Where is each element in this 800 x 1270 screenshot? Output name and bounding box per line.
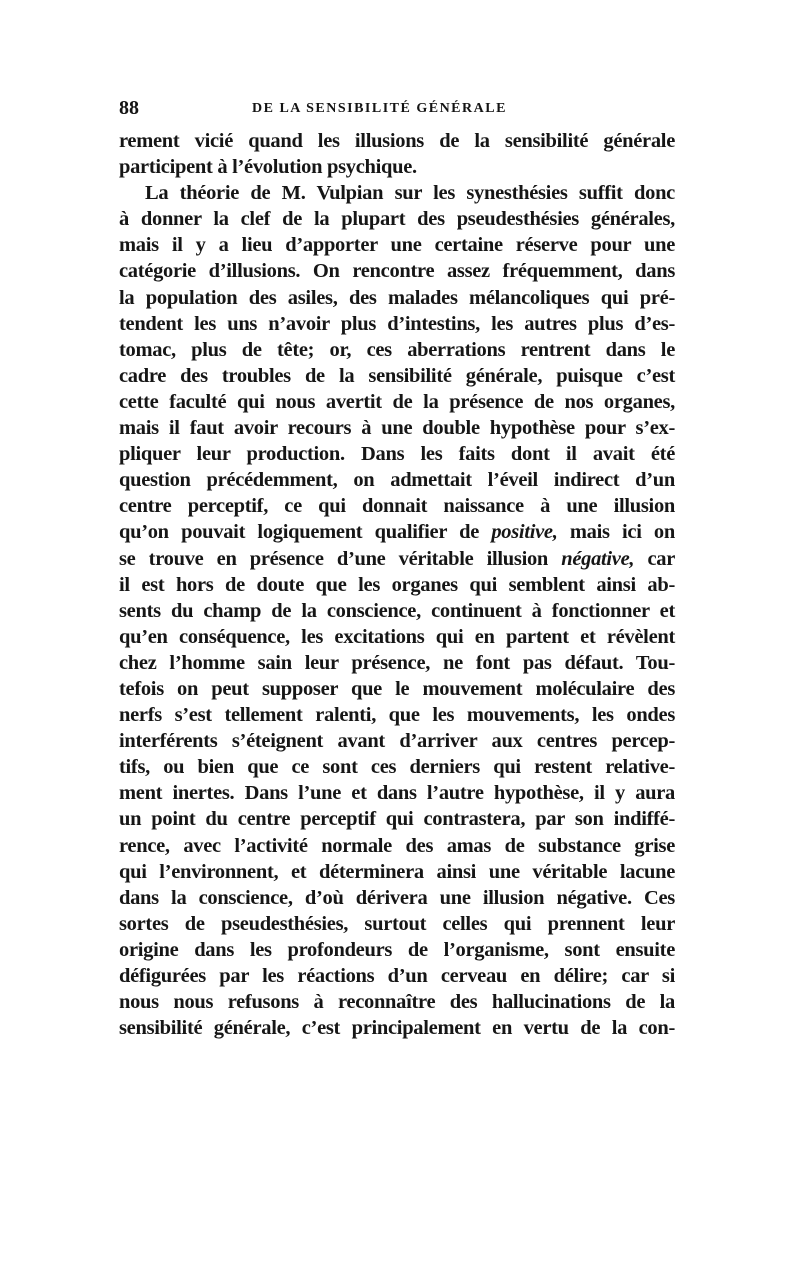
text-line: chez l’homme sain leur présence, ne font pas défaut. Tou- <box>119 651 675 674</box>
text-line: ment inertes. Dans l’une et dans l’autre hypothèse, il y aura <box>119 782 675 805</box>
text-segment: se trouve en présence d’une véritable illusion <box>119 547 562 570</box>
text-line: à donner la clef de la plupart des pseudesthésies générales, <box>119 208 675 231</box>
text-line: il est hors de doute que les organes qui semblent ainsi ab- <box>119 573 675 596</box>
running-title: DE LA SENSIBILITÉ GÉNÉRALE <box>252 101 507 116</box>
text-line: qu’en conséquence, les excitations qui en partent et révèlent <box>119 625 675 648</box>
body-text <box>119 128 675 1041</box>
text-line: cette faculté qui nous avertit de la présence de nos organes, <box>119 390 675 413</box>
text-line: tifs, ou bien que ce sont ces derniers qui restent relative- <box>119 756 675 779</box>
text-line: catégorie d’illusions. On rencontre assez fréquemment, dans <box>119 260 675 283</box>
text-line: rence, avec l’activité normale des amas de substance grise <box>119 834 675 857</box>
text-line <box>119 519 675 545</box>
text-line: interférents s’éteignent avant d’arriver aux centres percep- <box>119 730 675 753</box>
text-line: nous nous refusons à reconnaître des hallucinations de la <box>119 991 675 1014</box>
text-line: tomac, plus de tête; or, ces aberrations rentrent dans le <box>119 338 675 361</box>
text-line: centre perceptif, ce qui donnait naissance à une illusion <box>119 495 675 518</box>
page-header <box>119 96 679 120</box>
text-segment: car <box>634 547 675 570</box>
text-line: pliquer leur production. Dans les faits dont il avait été <box>119 443 675 466</box>
text-line: la population des asiles, des malades mélancoliques qui pré- <box>119 286 675 309</box>
page-number: 88 <box>119 97 139 119</box>
text-line: question précédemment, on admettait l’éveil indirect d’un <box>119 469 675 492</box>
text-line: cadre des troubles de la sensibilité générale, puisque c’est <box>119 364 675 387</box>
text-line: rement vicié quand les illusions de la sensibilité générale <box>119 130 675 152</box>
text-line: défigurées par les réactions d’un cerveau en délire; car si <box>119 965 675 987</box>
text-line: origine dans les profondeurs de l’organisme, sont ensuite <box>119 938 675 961</box>
text-segment: mais ici on <box>557 521 675 544</box>
text-segment: qu’on pouvait logiquement qualifier de <box>119 521 492 544</box>
text-line: un point du centre perceptif qui contrastera, par son indiffé- <box>119 808 675 831</box>
text-line: dans la conscience, d’où dérivera une illusion négative. Ces <box>119 886 675 909</box>
text-line: La théorie de M. Vulpian sur les synesthésies suffit donc <box>145 182 675 205</box>
text-line: mais il faut avoir recours à une double hypothèse pour s’ex- <box>119 417 675 440</box>
text-line: tendent les uns n’avoir plus d’intestins, les autres plus d’es- <box>119 312 675 335</box>
text-line: qui l’environnent, et déterminera ainsi une véritable lacune <box>119 860 675 883</box>
text-line: sents du champ de la conscience, continuent à fonctionner et <box>119 599 675 622</box>
text-line: tefois on peut supposer que le mouvement moléculaire des <box>119 677 675 700</box>
italic-term: négative, <box>561 547 635 570</box>
text-line: sensibilité générale, c’est principalement en vertu de la con- <box>119 1017 675 1040</box>
text-line: mais il y a lieu d’apporter une certaine réserve pour une <box>119 234 675 257</box>
text-line: participent à l’évolution psychique. <box>119 156 417 179</box>
text-line: sortes de pseudesthésies, surtout celles qui prennent leur <box>119 912 675 935</box>
italic-term: positive, <box>491 521 558 544</box>
text-line: nerfs s’est tellement ralenti, que les mouvements, les ondes <box>119 704 675 727</box>
text-line <box>119 546 675 572</box>
